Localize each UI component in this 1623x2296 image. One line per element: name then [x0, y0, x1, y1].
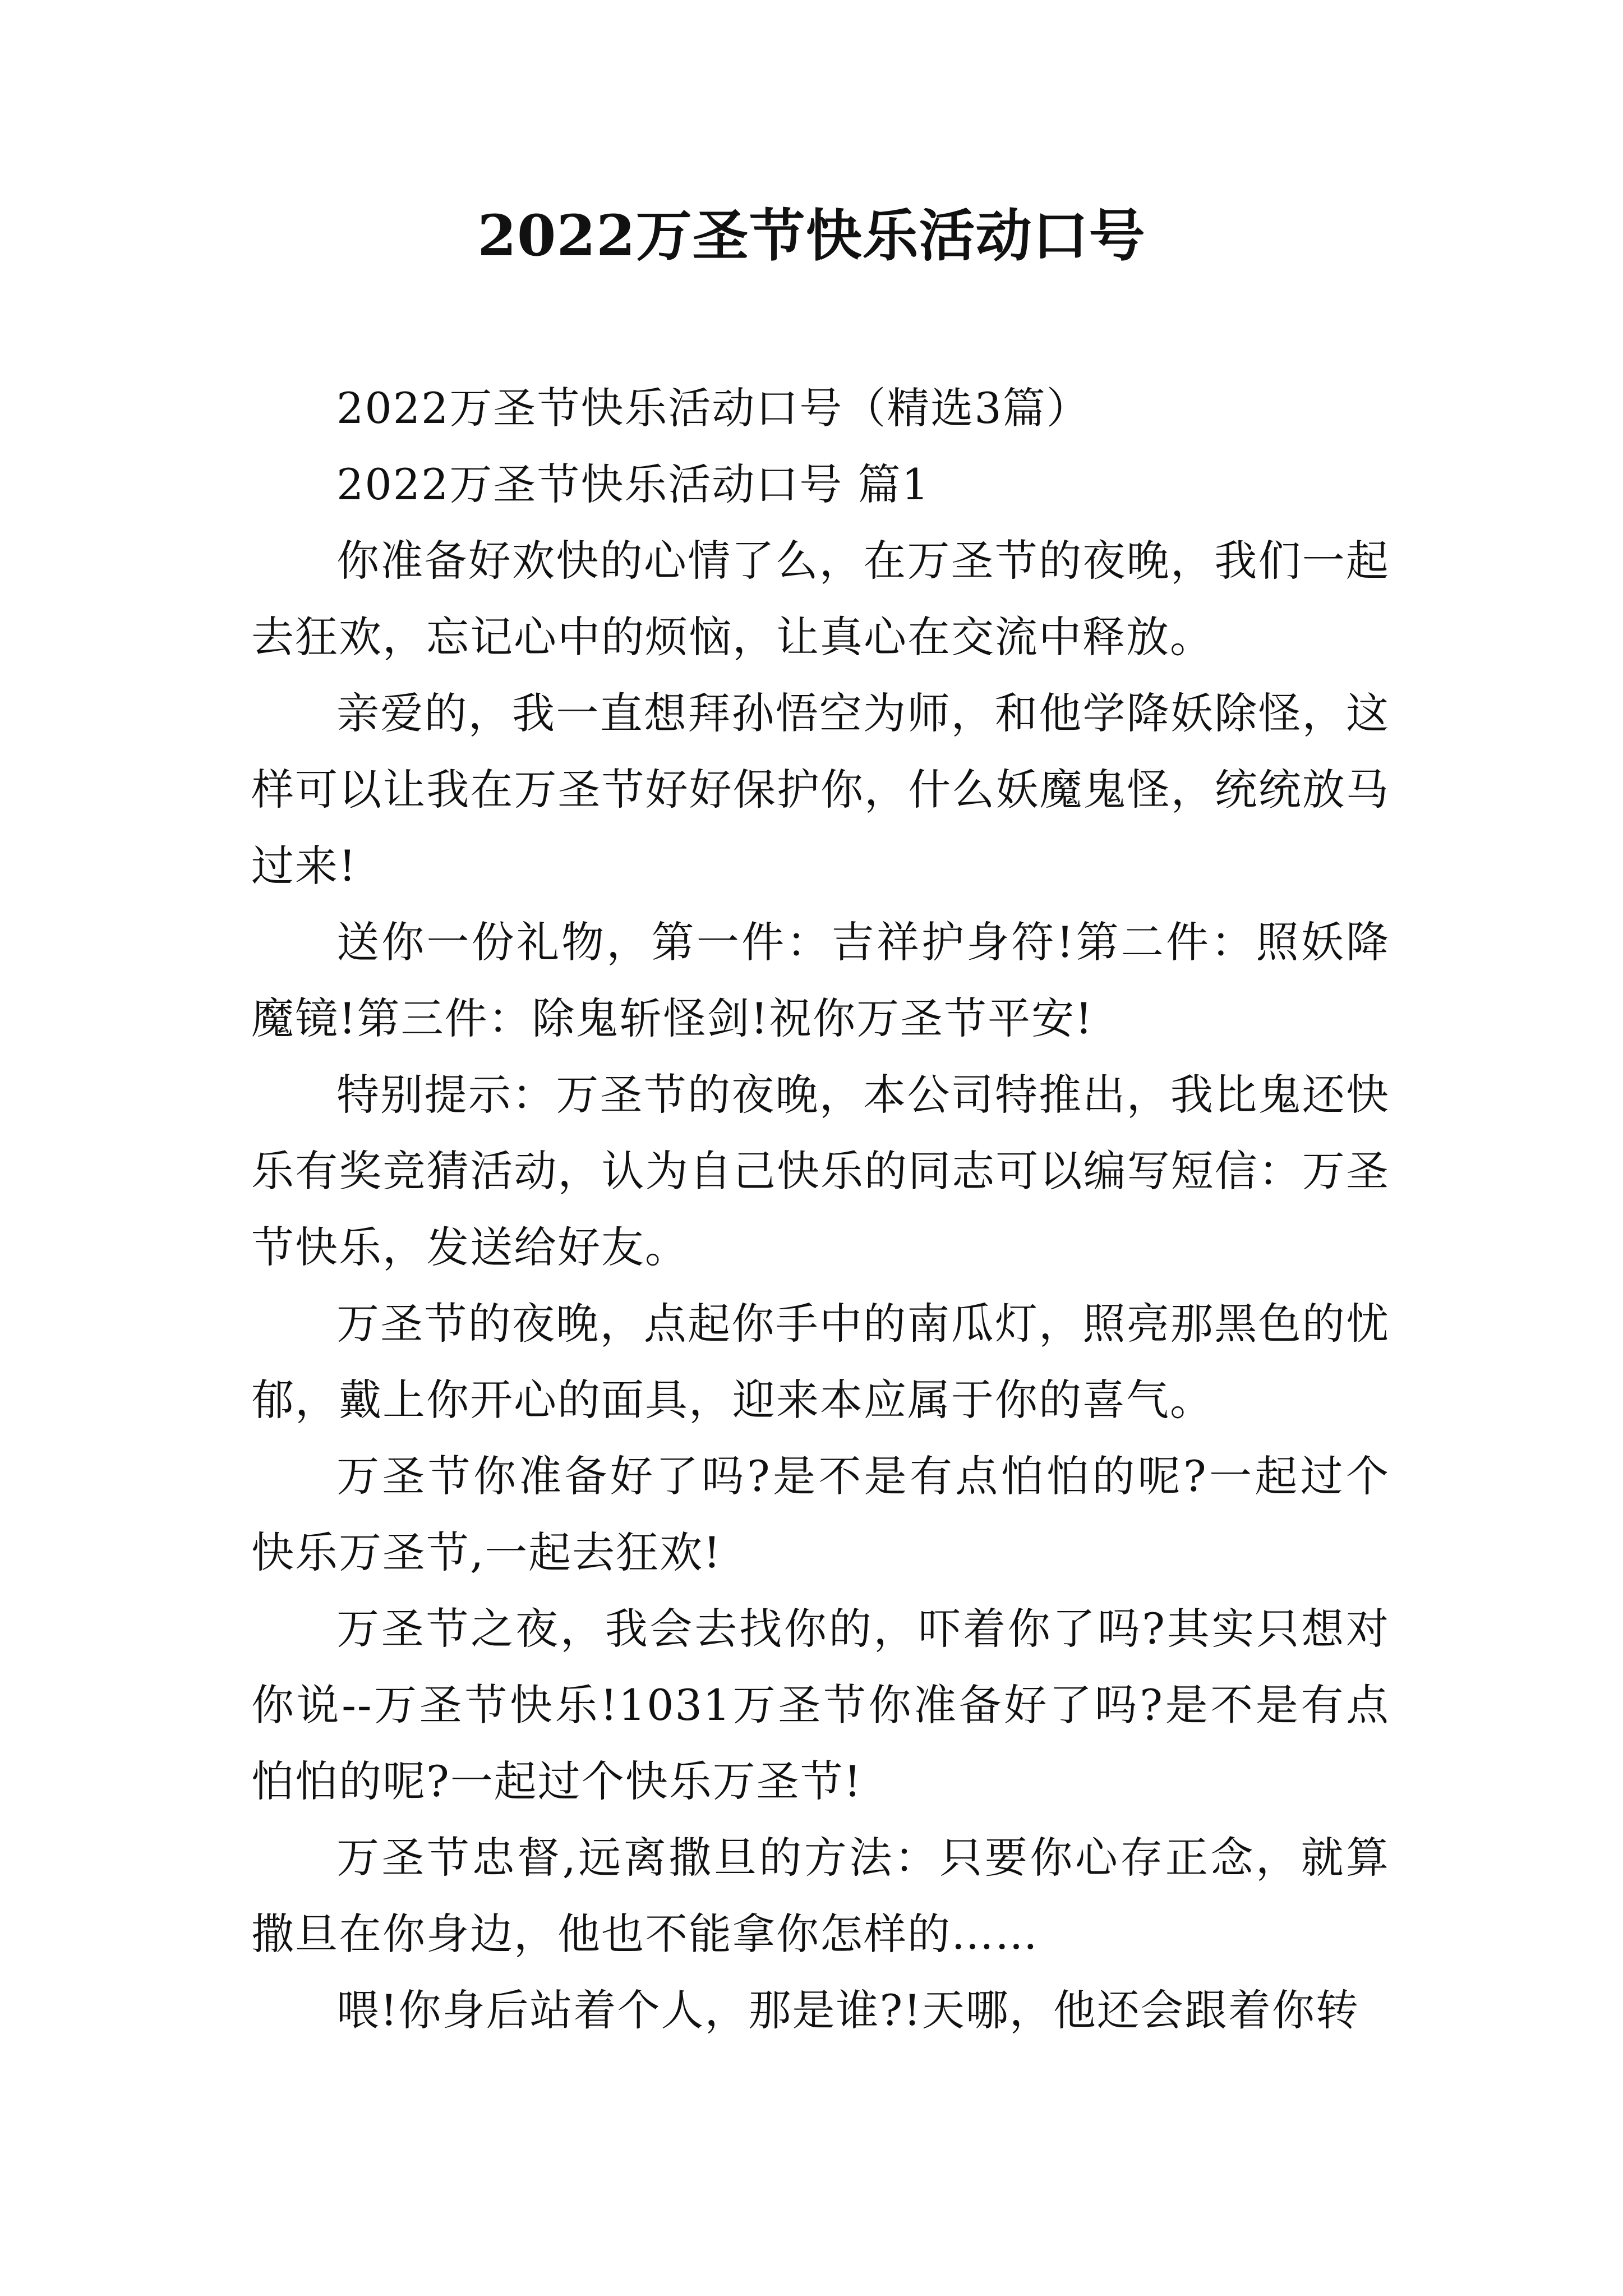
paragraph: 你准备好欢快的心情了么，在万圣节的夜晚，我们一起去狂欢，忘记心中的烦恼，让真心在交流中释放。 [251, 536, 1390, 662]
paragraph: 万圣节之夜，我会去找你的，吓着你了吗?其实只想对你说--万圣节快乐!1031万圣节你准备好了吗?是不是有点怕怕的呢?一起过个快乐万圣节! [251, 1604, 1390, 1806]
paragraph-subtitle: 2022万圣节快乐活动口号（精选3篇） [336, 383, 1090, 433]
paragraph: 亲爱的，我一直想拜孙悟空为师，和他学降妖除怪，这样可以让我在万圣节好好保护你，什么妖魔鬼怪，统统放马过来! [251, 688, 1390, 891]
paragraph: 喂!你身后站着个人，那是谁?!天哪，他还会跟着你转 [336, 1985, 1359, 2035]
paragraph: 万圣节忠督,远离撒旦的方法：只要你心存正念，就算撒旦在你身边，他也不能拿你怎样的…… [251, 1833, 1390, 1959]
paragraph: 送你一份礼物，第一件：吉祥护身符!第二件：照妖降魔镜!第三件：除鬼斩怪剑!祝你万圣节平安! [251, 917, 1390, 1043]
document-body [251, 370, 1390, 2049]
paragraph: 万圣节的夜晚，点起你手中的南瓜灯，照亮那黑色的忧郁，戴上你开心的面具，迎来本应属于你的喜气。 [251, 1299, 1390, 1425]
paragraph: 特别提示：万圣节的夜晚，本公司特推出，我比鬼还快乐有奖竞猜活动，认为自己快乐的同志可以编写短信：万圣节快乐，发送给好友。 [251, 1070, 1390, 1272]
paragraph-section-heading: 2022万圣节快乐活动口号 篇1 [336, 459, 930, 509]
paragraph: 万圣节你准备好了吗?是不是有点怕怕的呢?一起过个快乐万圣节,一起去狂欢! [251, 1451, 1390, 1577]
document-title: 2022万圣节快乐活动口号 [477, 203, 1146, 269]
